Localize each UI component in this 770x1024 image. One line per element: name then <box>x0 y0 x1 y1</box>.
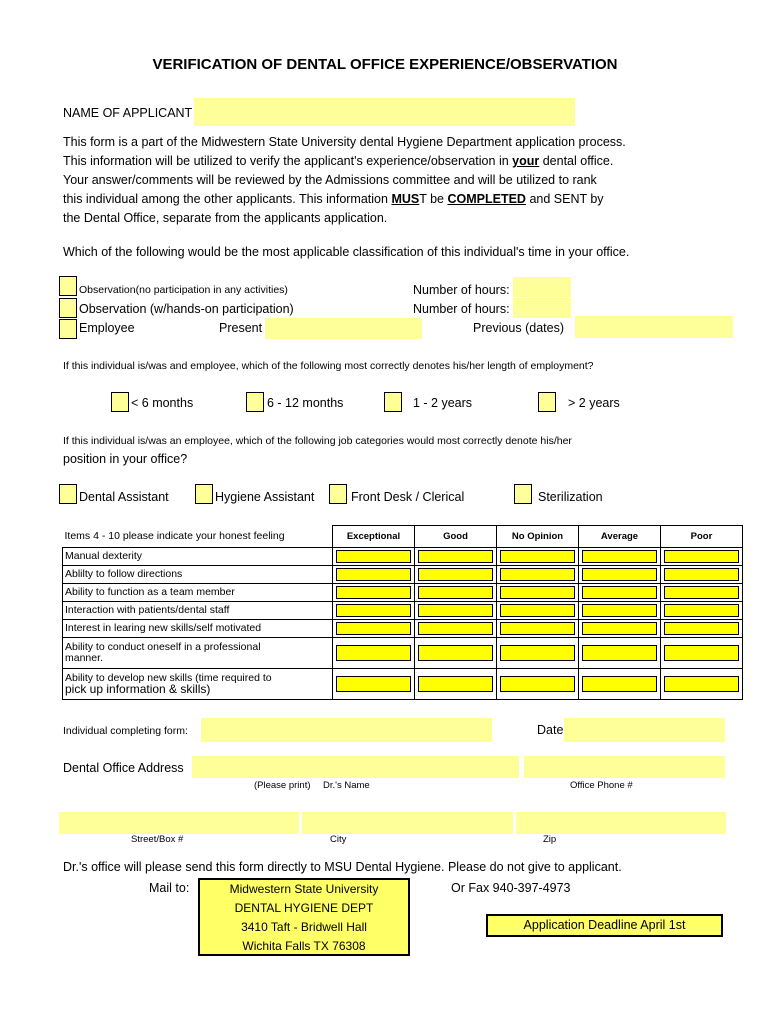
rating-cell[interactable] <box>333 620 415 638</box>
rating-fill[interactable] <box>582 550 657 563</box>
rating-item: Interaction with patients/dental staff <box>63 602 333 620</box>
intro-line <box>63 190 703 209</box>
present-label: Present <box>219 321 263 335</box>
intro-line: This form is a part of the Midwestern State University dental Hygiene Department application process. <box>63 135 626 149</box>
dr-name-label: Dr.'s Name <box>323 780 370 791</box>
intro-text: this individual among the other applicants. This information <box>63 192 392 206</box>
rating-fill[interactable] <box>664 645 739 661</box>
address-label: Dental Office Address <box>63 761 184 775</box>
observation-hands-on-checkbox[interactable] <box>59 298 77 318</box>
rating-fill[interactable] <box>418 676 493 692</box>
employee-checkbox[interactable] <box>59 319 77 339</box>
rating-cell[interactable] <box>415 584 497 602</box>
length-question: If this individual is/was and employee, which of the following most correctly denotes his/her length of employment? <box>63 360 594 372</box>
rating-fill[interactable] <box>500 676 575 692</box>
rating-fill[interactable] <box>336 622 411 635</box>
zip-field[interactable] <box>516 812 726 834</box>
rating-cell[interactable] <box>579 548 661 566</box>
length-gt2-checkbox[interactable] <box>538 392 556 412</box>
rating-item: Ability to function as a team member <box>63 584 333 602</box>
rating-cell[interactable] <box>497 669 579 700</box>
please-print-label: (Please print) <box>254 780 311 791</box>
office-phone-field[interactable] <box>524 756 725 778</box>
table-row <box>63 602 743 620</box>
length-1-2-label: 1 - 2 years <box>413 396 473 410</box>
rating-fill[interactable] <box>336 568 411 581</box>
rating-fill[interactable] <box>418 645 493 661</box>
page-title: VERIFICATION OF DENTAL OFFICE EXPERIENCE/OBSERVATION <box>152 56 618 73</box>
hygiene-assistant-label: Hygiene Assistant <box>215 490 315 504</box>
address-line: Midwestern State University <box>229 882 379 896</box>
rating-fill[interactable] <box>582 604 657 617</box>
rating-fill[interactable] <box>336 604 411 617</box>
rating-cell[interactable] <box>415 638 497 669</box>
rating-item <box>63 638 333 669</box>
rating-cell[interactable] <box>497 638 579 669</box>
address-line: Wichita Falls TX 76308 <box>242 939 366 953</box>
dental-assistant-label: Dental Assistant <box>79 490 169 504</box>
rating-cell[interactable] <box>579 620 661 638</box>
city-label: City <box>330 834 347 845</box>
category-question-2: position in your office? <box>63 452 188 466</box>
office-phone-label: Office Phone # <box>570 780 633 791</box>
fax-number: Or Fax 940-397-4973 <box>451 881 571 895</box>
intro-text: This information will be utilized to verify the applicant's experience/observation in <box>63 154 513 168</box>
rating-fill[interactable] <box>582 586 657 599</box>
col-no-opinion: No Opinion <box>497 526 579 548</box>
address-line: 3410 Taft - Bridwell Hall <box>241 920 367 934</box>
date-label: Date <box>537 723 564 737</box>
rating-cell[interactable] <box>661 584 743 602</box>
city-field[interactable] <box>302 812 513 834</box>
hours2-field[interactable] <box>513 298 571 318</box>
rating-fill[interactable] <box>418 604 493 617</box>
applicant-name-field[interactable] <box>194 98 575 126</box>
col-poor: Poor <box>661 526 743 548</box>
sterilization-label: Sterilization <box>538 490 603 504</box>
rating-fill[interactable] <box>336 676 411 692</box>
length-6-12-checkbox[interactable] <box>246 392 264 412</box>
observation-label: Observation(no participation in any activities) <box>79 284 288 296</box>
front-desk-label: Front Desk / Clerical <box>351 490 465 504</box>
rating-fill[interactable] <box>664 604 739 617</box>
sterilization-checkbox[interactable] <box>514 484 532 504</box>
rating-cell[interactable] <box>415 548 497 566</box>
mail-note: Dr.'s office will please send this form directly to MSU Dental Hygiene. Please do not give to applicant. <box>63 860 622 874</box>
completing-label: Individual completing form: <box>63 725 188 737</box>
length-gt2-label: > 2 years <box>568 396 620 410</box>
rating-fill[interactable] <box>500 604 575 617</box>
rating-cell[interactable] <box>415 602 497 620</box>
mail-to-label: Mail to: <box>149 881 190 895</box>
rating-cell[interactable] <box>333 584 415 602</box>
rating-cell[interactable] <box>579 602 661 620</box>
rating-cell[interactable] <box>497 620 579 638</box>
rating-cell[interactable] <box>497 548 579 566</box>
table-row <box>63 669 743 700</box>
rating-cell[interactable] <box>579 638 661 669</box>
rating-fill[interactable] <box>418 550 493 563</box>
intro-text: dental office. <box>539 154 614 168</box>
intro-paragraph <box>63 133 703 228</box>
table-row <box>63 638 743 669</box>
rating-fill[interactable] <box>500 568 575 581</box>
rating-cell[interactable] <box>579 669 661 700</box>
rating-item-text: manner. <box>65 652 103 664</box>
rating-item: Interest in learing new skills/self motivated <box>63 620 333 638</box>
classification-question: Which of the following would be the most applicable classification of this individual's time in your office. <box>63 245 630 259</box>
rating-fill[interactable] <box>500 622 575 635</box>
observation-hands-on-label: Observation (w/hands-on participation) <box>79 302 294 316</box>
hygiene-assistant-checkbox[interactable] <box>195 484 213 504</box>
rating-fill[interactable] <box>336 586 411 599</box>
applicant-label: NAME OF APPLICANT <box>63 106 193 120</box>
date-field[interactable] <box>564 718 725 742</box>
rating-cell[interactable] <box>579 566 661 584</box>
street-label: Street/Box # <box>131 834 184 845</box>
hours1-label: Number of hours: <box>413 283 510 297</box>
length-lt6-label: < 6 months <box>131 396 194 410</box>
rating-cell[interactable] <box>661 669 743 700</box>
rating-header-row <box>63 526 743 548</box>
rating-fill[interactable] <box>500 550 575 563</box>
present-field[interactable] <box>265 318 422 339</box>
rating-cell[interactable] <box>661 566 743 584</box>
rating-fill[interactable] <box>418 586 493 599</box>
col-exceptional: Exceptional <box>333 526 415 548</box>
rating-cell[interactable] <box>579 584 661 602</box>
table-row <box>63 548 743 566</box>
rating-fill[interactable] <box>664 676 739 692</box>
intro-line: Your answer/comments will be reviewed by the Admissions committee and will be utilized to rank <box>63 173 597 187</box>
rating-cell[interactable] <box>661 638 743 669</box>
rating-fill[interactable] <box>582 676 657 692</box>
table-row <box>63 584 743 602</box>
zip-label: Zip <box>543 834 557 845</box>
rating-fill[interactable] <box>664 568 739 581</box>
rating-fill[interactable] <box>500 645 575 661</box>
col-good: Good <box>415 526 497 548</box>
previous-label: Previous (dates) <box>473 321 565 335</box>
intro-emphasis: COMPLETED <box>447 192 526 206</box>
dr-name-field[interactable] <box>192 756 519 778</box>
rating-cell[interactable] <box>497 602 579 620</box>
deadline-badge: Application Deadline April 1st <box>486 914 723 937</box>
rating-cell[interactable] <box>661 602 743 620</box>
intro-emphasis: MUS <box>391 192 420 206</box>
intro-line <box>63 152 703 171</box>
rating-cell[interactable] <box>415 566 497 584</box>
rating-cell[interactable] <box>497 566 579 584</box>
rating-fill[interactable] <box>664 622 739 635</box>
previous-field[interactable] <box>575 316 733 338</box>
rating-fill[interactable] <box>582 645 657 661</box>
col-average: Average <box>579 526 661 548</box>
rating-cell[interactable] <box>333 638 415 669</box>
front-desk-checkbox[interactable] <box>329 484 347 504</box>
intro-line: the Dental Office, separate from the applicants application. <box>63 211 388 225</box>
rating-cell[interactable] <box>415 669 497 700</box>
dental-assistant-checkbox[interactable] <box>59 484 77 504</box>
length-6-12-label: 6 - 12 months <box>267 396 344 410</box>
rating-fill[interactable] <box>500 586 575 599</box>
rating-item-text: Ability to develop new skills (time required to <box>65 671 272 684</box>
rating-fill[interactable] <box>664 550 739 563</box>
rating-item-text: pick up information & skills) <box>65 681 211 696</box>
length-lt6-checkbox[interactable] <box>111 392 129 412</box>
hours2-label: Number of hours: <box>413 302 510 316</box>
rating-header-label: Items 4 - 10 please indicate your honest feeling <box>64 529 285 542</box>
rating-fill[interactable] <box>418 568 493 581</box>
rating-cell[interactable] <box>333 602 415 620</box>
mail-address-box <box>198 878 410 956</box>
rating-cell[interactable] <box>661 620 743 638</box>
address-line: DENTAL HYGIENE DEPT <box>234 901 374 915</box>
intro-emphasis: your <box>512 154 540 168</box>
rating-cell[interactable] <box>333 566 415 584</box>
rating-cell[interactable] <box>497 584 579 602</box>
rating-item <box>63 669 333 700</box>
category-question: If this individual is/was an employee, which of the following job categories would most correctly denote his/her <box>63 435 572 447</box>
rating-cell[interactable] <box>333 669 415 700</box>
rating-fill[interactable] <box>582 622 657 635</box>
rating-table <box>62 525 743 700</box>
rating-cell[interactable] <box>333 548 415 566</box>
length-1-2-checkbox[interactable] <box>384 392 402 412</box>
rating-fill[interactable] <box>418 622 493 635</box>
table-row <box>63 620 743 638</box>
hours1-field[interactable] <box>513 277 571 297</box>
rating-fill[interactable] <box>664 586 739 599</box>
observation-checkbox[interactable] <box>59 276 77 296</box>
completing-field[interactable] <box>201 718 492 742</box>
table-row <box>63 566 743 584</box>
rating-cell[interactable] <box>661 548 743 566</box>
employee-label: Employee <box>79 321 135 335</box>
rating-item: Manual dexterity <box>63 548 333 566</box>
rating-item: Ablilty to follow directions <box>63 566 333 584</box>
rating-cell[interactable] <box>415 620 497 638</box>
rating-fill[interactable] <box>336 645 411 661</box>
street-field[interactable] <box>59 812 299 834</box>
rating-fill[interactable] <box>336 550 411 563</box>
intro-text: and SENT by <box>525 192 604 206</box>
rating-item-text: Ability to conduct oneself in a professional <box>65 641 261 653</box>
intro-text: T be <box>419 192 448 206</box>
rating-fill[interactable] <box>582 568 657 581</box>
